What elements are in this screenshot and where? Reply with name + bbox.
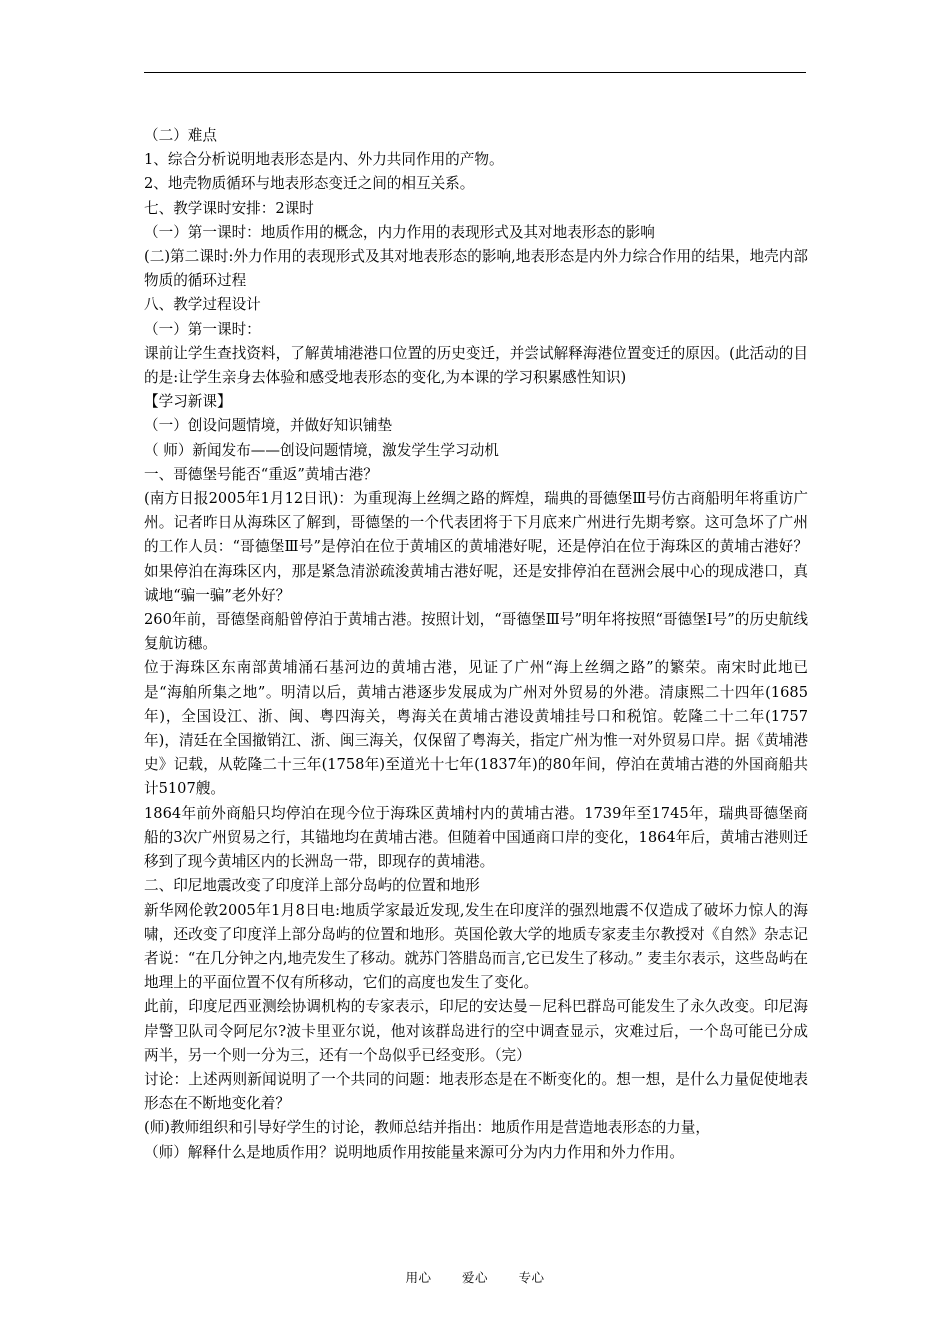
paragraph: 课前让学生查找资料，了解黄埔港港口位置的历史变迁，并尝试解释海港位置变迁的原因。(此活动的目的是:让学生亲身去体验和感受地表形态的变化,为本课的学习积累感性知识) bbox=[144, 344, 808, 387]
paragraph: 新华网伦敦2005年1月8日电:地质学家最近发现,发生在印度洋的强烈地震不仅造成了破坏力惊人的海啸，还改变了印度洋上部分岛屿的位置和地形。英国伦敦大学的地质专家麦圭尔教授对《自然》杂志记者说：“在几分钟之内,地壳发生了移动。就苏门答腊岛而言,它已发生了移动。” 麦圭尔表示，这些岛屿在地理上的平面位置不仅有所移动，它们的高度也发生了变化。 bbox=[144, 901, 808, 992]
paragraph: 一、哥德堡号能否“重返”黄埔古港？ bbox=[144, 465, 378, 483]
paragraph: （ 师）新闻发布——创设问题情境，激发学生学习动机 bbox=[144, 441, 499, 459]
footer-text: 用心 bbox=[405, 1270, 432, 1285]
paragraph: 此前，印度尼西亚测绘协调机构的专家表示，印尼的安达曼－尼科巴群岛可能发生了永久改变。印尼海岸警卫队司令阿尼尔?波卡里亚尔说，他对该群岛进行的空中调查显示，灾难过后，一个岛可能已分成两半，另一个则一分为三，还有一个岛似乎已经变形。（完） bbox=[144, 998, 808, 1064]
header-rule bbox=[144, 72, 806, 73]
paragraph: (师)教师组织和引导好学生的讨论，教师总结并指出：地质作用是营造地表形态的力量， bbox=[144, 1119, 710, 1137]
paragraph: (二)第二课时:外力作用的表现形式及其对地表形态的影响,地表形态是内外力综合作用的结果，地壳内部物质的循环过程 bbox=[144, 248, 808, 290]
document-body bbox=[144, 124, 808, 1165]
paragraph: 260年前，哥德堡商船曾停泊于黄埔古港。按照计划，“哥德堡Ⅲ号”明年将按照“哥德堡Ⅰ号”的历史航线复航访穗。 bbox=[144, 611, 808, 653]
paragraph: 1、综合分析说明地表形态是内、外力共同作用的产物。 bbox=[144, 151, 504, 169]
paragraph: 2、地壳物质循环与地表形态变迁之间的相互关系。 bbox=[144, 175, 475, 193]
paragraph: （师）解释什么是地质作用？说明地质作用按能量来源可分为内力作用和外力作用。 bbox=[144, 1143, 684, 1161]
paragraph: (南方日报2005年1月12日讯)：为重现海上丝绸之路的辉煌，瑞典的哥德堡Ⅲ号仿古商船明年将重访广州。记者昨日从海珠区了解到，哥德堡的一个代表团将于下月底来广州进行先期考察。这可急坏了广州的工作人员：“哥德堡Ⅲ号”是停泊在位于黄埔区的黄埔港好呢，还是停泊在位于海珠区的黄埔古港好？如果停泊在海珠区内，那是紧急清淤疏浚黄埔古港好呢，还是安排停泊在琶洲会展中心的现成港口，真诚地“骗一骗”老外好？ bbox=[144, 490, 808, 604]
page-footer bbox=[0, 1268, 950, 1286]
paragraph: （一）第一课时：地质作用的概念，内力作用的表现形式及其对地表形态的影响 bbox=[144, 223, 655, 241]
paragraph: （一）第一课时： bbox=[144, 320, 261, 338]
paragraph: 二、印尼地震改变了印度洋上部分岛屿的位置和地形 bbox=[144, 877, 480, 895]
paragraph: 八、教学过程设计 bbox=[144, 296, 261, 314]
paragraph: （一）创设问题情境，并做好知识铺垫 bbox=[144, 417, 393, 435]
footer-text: 专心 bbox=[518, 1270, 545, 1285]
paragraph: 七、教学课时安排：2课时 bbox=[144, 199, 314, 217]
paragraph: 讨论：上述两则新闻说明了一个共同的问题：地表形态是在不断变化的。想一想，是什么力量促使地表形态在不断地变化着？ bbox=[144, 1070, 808, 1113]
paragraph: 1864年前外商船只均停泊在现今位于海珠区黄埔村内的黄埔古港。1739年至1745年，瑞典哥德堡商船的3次广州贸易之行，其锚地均在黄埔古港。但随着中国通商口岸的变化，1864年后，黄埔古港则迁移到了现今黄埔区内的长洲岛一带，即现存的黄埔港。 bbox=[144, 804, 808, 871]
paragraph: 位于海珠区东南部黄埔涌石基河边的黄埔古港，见证了广州“海上丝绸之路”的繁荣。南宋时此地已是“海舶所集之地”。明清以后，黄埔古港逐步发展成为广州对外贸易的外港。清康熙二十四年(1685年)，全国设江、浙、闽、粤四海关，粤海关在黄埔古港设黄埔挂号口和税馆。乾隆二十二年(1757年)，清廷在全国撤销江、浙、闽三海关，仅保留了粤海关，指定广州为惟一对外贸易口岸。据《黄埔港史》记载，从乾隆二十三年(1758年)至道光十七年(1837年)的80年间，停泊在黄埔古港的外国商船共计5107艘。 bbox=[144, 659, 808, 798]
paragraph: （二）难点 bbox=[144, 127, 217, 144]
paragraph: 【学习新课】 bbox=[144, 393, 232, 411]
footer-text: 爱心 bbox=[461, 1270, 488, 1285]
